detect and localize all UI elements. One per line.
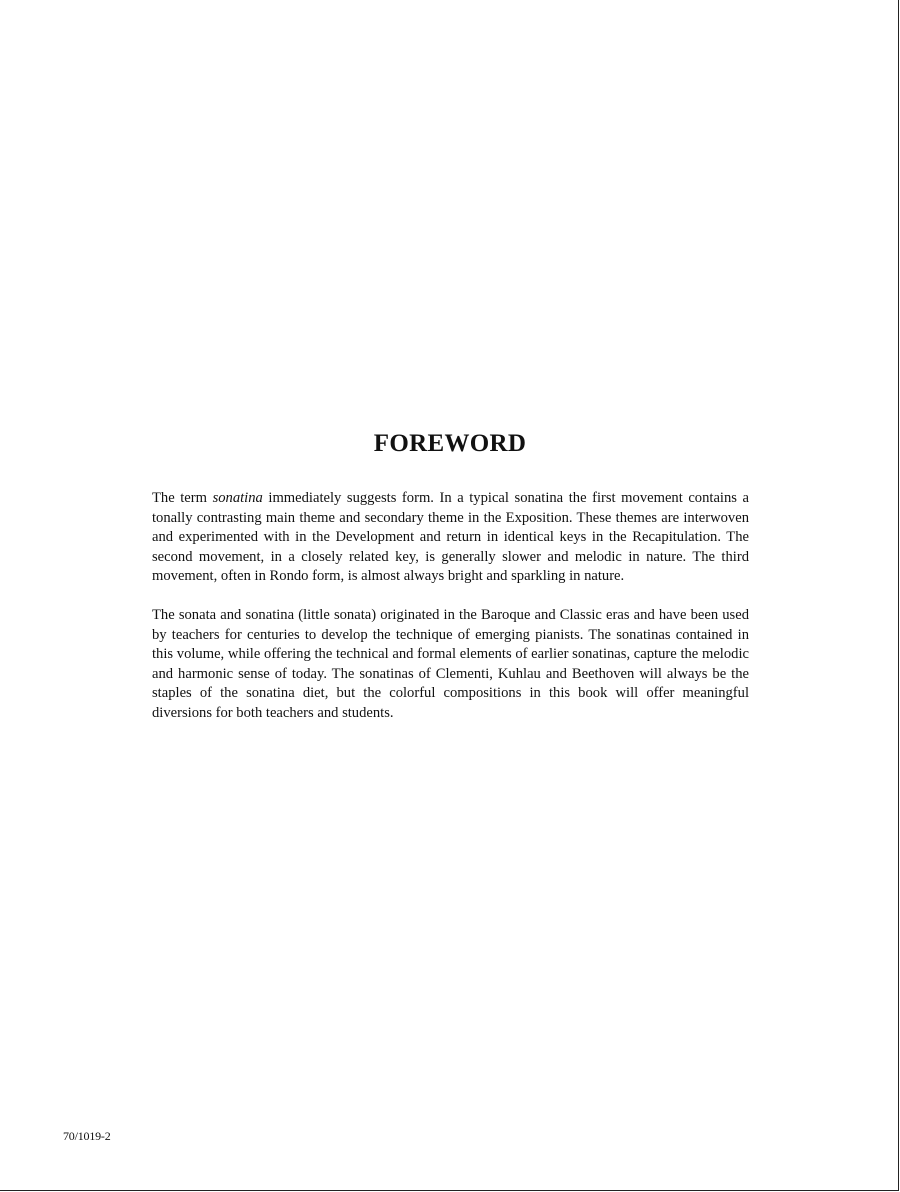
paragraph-1-lead: The term <box>152 490 213 506</box>
paragraph-1-emphasis: sonatina <box>212 490 263 506</box>
page-code: 70/1019-2 <box>63 1129 111 1143</box>
paragraph-1-rest: immediately suggests form. In a typical sonatina the first movement contains a tonally contrasting main theme and secondary theme in the Exposition. These themes are interwoven and experimented with in the Development and return in identical keys in the Recapitulation. The second movement, in a closely related key, is generally slower and melodic in nature. The third movement, often in Rondo form, is almost always bright and sparkling in nature. <box>152 490 749 585</box>
page-title: FOREWORD <box>373 430 527 457</box>
foreword-body <box>152 489 749 743</box>
paragraph-1 <box>152 489 749 587</box>
paragraph-2: The sonata and sonatina (little sonata) originated in the Baroque and Classic eras and have been used by teachers for centuries to develop the technique of emerging pianists. The sonatinas contained in this volume, while offering the technical and formal elements of earlier sonatinas, capture the melodic and harmonic sense of today. The sonatinas of Clementi, Kuhlau and Beethoven will always be the staples of the sonatina diet, but the colorful compositions in this book will offer meaningful diversions for both teachers and students. <box>152 606 749 721</box>
